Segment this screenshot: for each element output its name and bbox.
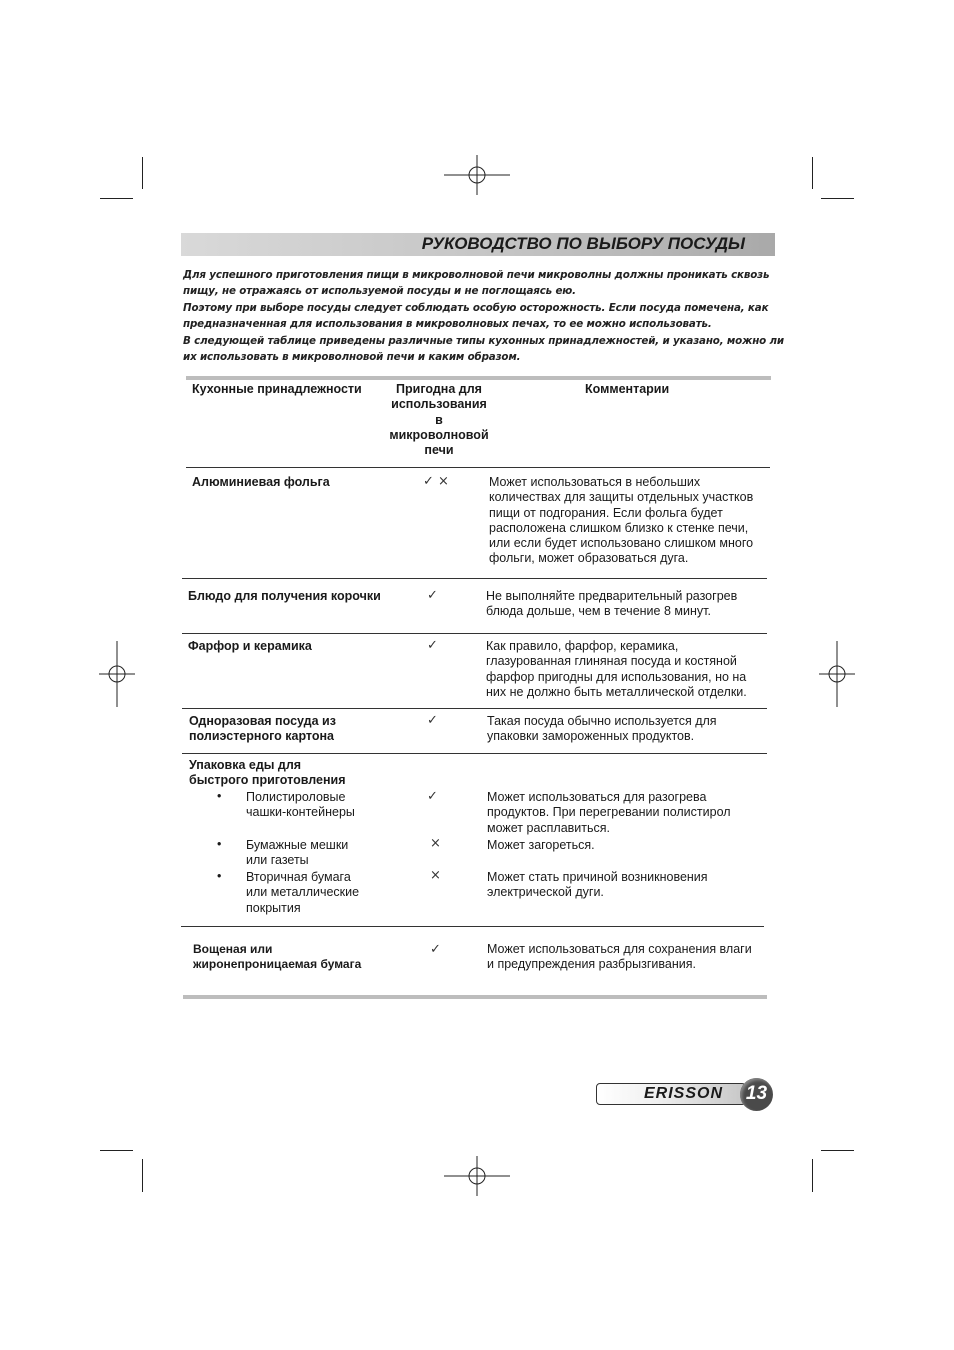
intro-line: Поэтому при выборе посуды следует соблюдать особую осторожность. Если посуда помечена, как [183, 301, 769, 314]
intro-line: их использовать в микроволновой печи и каким образом. [183, 351, 521, 364]
suitability-mark: × [430, 868, 441, 883]
intro-line: пищу, не отражаясь от используемой посуды и не поглощаясь ею. [183, 285, 576, 298]
list-bullet: • [217, 789, 222, 803]
table-row-item: Одноразовая посуда из полиэстерного картона [189, 714, 336, 744]
intro-line: Для успешного приготовления пищи в микроволновой печи микроволны должны проникать сквозь [183, 269, 770, 281]
header-accessories: Кухонные принадлежности [192, 382, 362, 396]
suitability-mark: ✓ [427, 638, 438, 653]
table-row-item: Вощеная или жиронепроницаемая бумага [193, 942, 362, 972]
sub-item-comment: Может использоваться для разогрева продуктов. При перегревании полистирол может расплавиться. [487, 790, 731, 835]
crop-mark [100, 1150, 133, 1151]
table-row-comment: Такая посуда обычно используется для упаковки замороженных продуктов. [487, 714, 717, 744]
row-divider [182, 753, 767, 754]
sub-item: Вторичная бумага или металлические покрытия [246, 870, 360, 915]
crop-mark [821, 198, 854, 199]
page-number-badge [740, 1078, 773, 1111]
table-row-comment: Как правило, фарфор, керамика, глазурованная глиняная посуда и костяной фарфор пригодны для использования, но на них не должно быть металлической отделки. [486, 639, 747, 699]
registration-mark-icon [804, 641, 870, 707]
table-row-comment: Может использоваться для сохранения влаги и предупреждения разбрызгивания. [487, 942, 752, 972]
registration-mark-icon [444, 1143, 510, 1209]
intro-line: В следующей таблице приведены различные типы кухонных принадлежностей, и указано, можно ли [183, 334, 784, 347]
sub-item: Бумажные мешки или газеты [246, 838, 349, 868]
suitability-mark: ✓ [430, 942, 441, 957]
row-divider [182, 708, 767, 709]
crop-mark [142, 157, 143, 189]
sub-item: Полистироловые чашки-контейнеры [246, 790, 355, 820]
table-row-item: Упаковка еды для быстрого приготовления [189, 758, 346, 788]
list-bullet: • [217, 837, 222, 851]
brand-name: ERISSON [643, 1085, 723, 1102]
sub-item-comment: Может стать причиной возникновения электрической дуги. [487, 870, 708, 900]
crop-mark [142, 1159, 143, 1192]
page-title: РУКОВОДСТВО ПО ВЫБОРУ ПОСУДЫ [421, 234, 745, 253]
list-bullet: • [217, 869, 222, 883]
table-row-item: Фарфор и керамика [188, 639, 312, 653]
row-divider [182, 578, 767, 579]
table-row-comment: Не выполняйте предварительный разогрев блюда дольше, чем в течение 8 минут. [486, 589, 738, 619]
crop-mark [100, 198, 133, 199]
suitability-mark: ✓ [427, 713, 438, 728]
page-number: 13 [745, 1083, 768, 1104]
intro-text [183, 267, 784, 365]
table-bottom-rule [183, 995, 767, 999]
sub-item-comment: Может загореться. [487, 838, 595, 852]
registration-mark-icon [444, 142, 510, 208]
suitability-mark: × [430, 836, 441, 851]
row-divider [186, 467, 770, 468]
suitability-mark: ✓ [427, 588, 438, 603]
table-row-item: Блюдо для получения корочки [188, 589, 381, 603]
crop-mark [821, 1150, 854, 1151]
header-suitable: Пригодна для использования в микроволновой печи [389, 382, 489, 458]
crop-mark [812, 1159, 813, 1192]
header-comments: Комментарии [585, 382, 670, 396]
brand-logo [596, 1083, 746, 1105]
crop-mark [812, 157, 813, 189]
registration-mark-icon [84, 641, 150, 707]
table-row-item: Алюминиевая фольга [192, 475, 330, 489]
title-bar [181, 233, 775, 256]
table-row-comment: Может использоваться в небольших количествах для защиты отдельных участков пищи от подгорания. Если фольга будет расположена слишком близко к стенке печи, или если будет использовано слишком много фольги, может образоваться дуга. [489, 475, 754, 566]
table-top-rule [186, 376, 771, 380]
suitability-mark: ✓ × [423, 474, 449, 489]
intro-line: предназначенная для использования в микроволновых печах, то ее можно использовать. [183, 318, 712, 331]
row-divider [181, 926, 764, 927]
suitability-mark: ✓ [427, 789, 438, 804]
row-divider [182, 633, 767, 634]
